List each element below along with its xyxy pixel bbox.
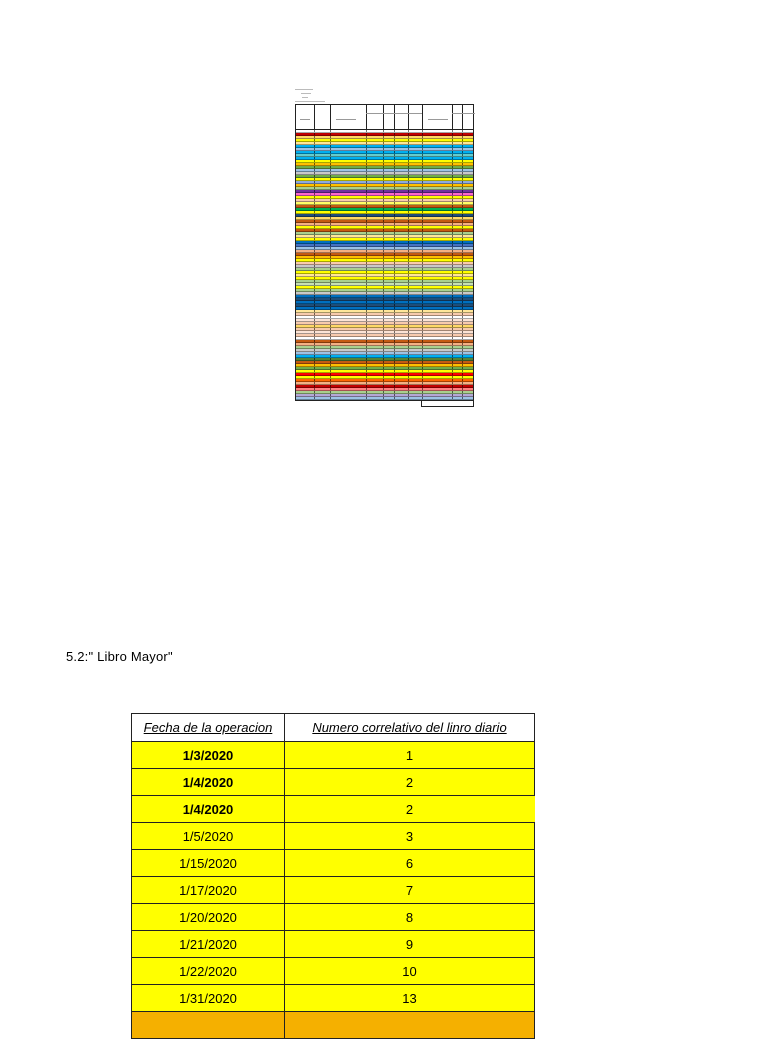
- thumbnail-row: [296, 397, 473, 400]
- cell-fecha: 1/17/2020: [132, 877, 285, 904]
- cell-numero: 7: [285, 877, 535, 904]
- table-row: [132, 742, 535, 769]
- cell-numero: 8: [285, 904, 535, 931]
- cell-fecha: 1/15/2020: [132, 850, 285, 877]
- libro-mayor-table: [131, 713, 535, 1039]
- cell-fecha: [132, 1012, 285, 1039]
- table-row: [132, 877, 535, 904]
- table-row: [132, 823, 535, 850]
- table-row: [132, 1012, 535, 1039]
- cell-numero: 1: [285, 742, 535, 769]
- table-row: [132, 796, 535, 823]
- cell-numero: 6: [285, 850, 535, 877]
- thumbnail-header: [296, 105, 473, 130]
- thumbnail-rows: [296, 130, 473, 400]
- header-numero: Numero correlativo del linro diario: [285, 714, 535, 742]
- thumbnail-table: [295, 104, 474, 401]
- cell-fecha: 1/3/2020: [132, 742, 285, 769]
- cell-fecha: 1/31/2020: [132, 985, 285, 1012]
- table-row: [132, 850, 535, 877]
- cell-fecha: 1/4/2020: [132, 769, 285, 796]
- cell-numero: [285, 1012, 535, 1039]
- cell-numero: 3: [285, 823, 535, 850]
- cell-fecha: 1/22/2020: [132, 958, 285, 985]
- table-row: [132, 985, 535, 1012]
- header-fecha: Fecha de la operacion: [132, 714, 285, 742]
- table-row: [132, 904, 535, 931]
- thumbnail-total-box: [421, 401, 474, 407]
- cell-numero: 9: [285, 931, 535, 958]
- cell-numero: 2: [285, 796, 535, 823]
- cell-fecha: 1/20/2020: [132, 904, 285, 931]
- cell-fecha: 1/5/2020: [132, 823, 285, 850]
- cell-numero: 13: [285, 985, 535, 1012]
- cell-numero: 10: [285, 958, 535, 985]
- cell-fecha: 1/21/2020: [132, 931, 285, 958]
- table-row: [132, 958, 535, 985]
- table-body: [132, 742, 535, 1039]
- table-row: [132, 931, 535, 958]
- section-title: 5.2:" Libro Mayor": [66, 649, 173, 664]
- table-header-row: [132, 714, 535, 742]
- cell-numero: 2: [285, 769, 535, 796]
- spreadsheet-thumbnail: [295, 86, 474, 468]
- cell-fecha: 1/4/2020: [132, 796, 285, 823]
- table-row: [132, 769, 535, 796]
